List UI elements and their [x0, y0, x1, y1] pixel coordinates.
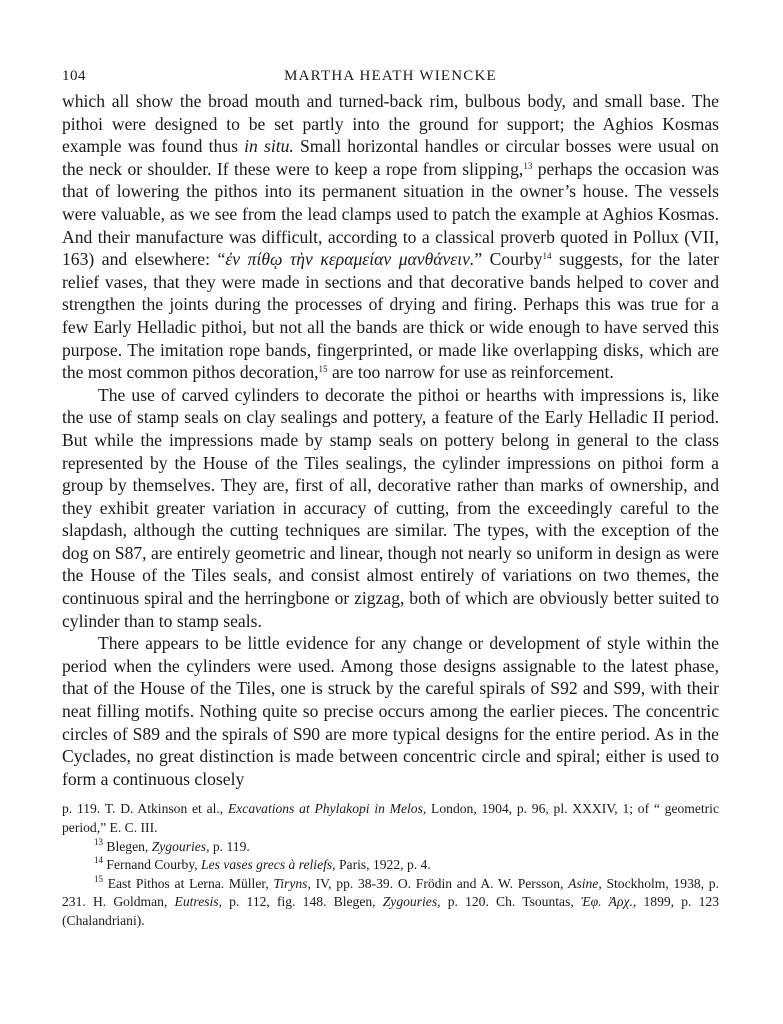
- italic-text: ἐν πίθῳ τὴν κεραμείαν μανθάνειν.: [225, 249, 475, 270]
- paragraph: [62, 632, 719, 790]
- footnote-ref: 13: [523, 160, 533, 171]
- footnotes: [62, 800, 719, 930]
- text-run: London, 1904, p. 96, pl. XXXIV, 1; of “ geometric period,” E. C. III.: [62, 801, 719, 835]
- text-run: perhaps the occasion was that of lowering the pithos into its permanent situation in the owner’s house. The vessels were valuable, as we see from the lead clamps used to patch the example at Aghios Kosmas. And their manufacture was difficult, according to a classical proverb quoted in Pollux (VII, 163) and elsewhere: “: [62, 158, 719, 270]
- body-text: [62, 90, 719, 790]
- paragraph: [62, 90, 719, 384]
- text-run: p. 119.: [209, 838, 250, 854]
- italic-text: in situ.: [244, 136, 294, 157]
- italic-text: Asine,: [568, 875, 602, 891]
- text-run: Blegen,: [103, 838, 152, 854]
- running-title: MARTHA HEATH WIENCKE: [284, 68, 497, 84]
- text-run: ” Courby: [474, 249, 543, 270]
- text-run: Stockholm, 1938, p. 231. H. Goldman,: [62, 875, 719, 910]
- italic-text: Tiryns,: [273, 875, 311, 891]
- italic-text: Zygouries,: [151, 838, 210, 854]
- text-run: Small horizontal handles or circular bosses were usual on the neck or shoulder. If these were to keep a rope from slipping,: [62, 136, 719, 179]
- footnote-ref: 14: [94, 855, 103, 866]
- footnote-ref: 15: [318, 364, 328, 375]
- page: [62, 60, 719, 931]
- text-run: Fernand Courby,: [103, 857, 202, 873]
- italic-text: Les vases grecs à reliefs,: [201, 857, 336, 873]
- italic-text: Ἐφ. Ἀρχ.,: [580, 894, 637, 910]
- text-run: East Pithos at Lerna. Müller,: [103, 875, 274, 891]
- text-run: are too narrow for use as reinforcement.: [327, 362, 614, 383]
- page-number: 104: [62, 68, 86, 84]
- italic-text: Eutresis,: [174, 894, 222, 910]
- text-run: p. 119. T. D. Atkinson et al.,: [62, 801, 228, 817]
- footnote-continued: [62, 800, 719, 837]
- paragraph: [62, 384, 719, 633]
- italic-text: Excavations at Phylakopi in Melos,: [227, 801, 427, 817]
- text-run: Paris, 1922, p. 4.: [335, 857, 431, 873]
- footnote-ref: 13: [94, 836, 103, 847]
- footnote: [62, 875, 719, 931]
- footnote: [62, 838, 719, 857]
- text-run: IV, pp. 38-39. O. Frödin and A. W. Persson,: [310, 875, 569, 891]
- text-run: There appears to be little evidence for any change or development of style within the period when the cylinders were used. Among those designs assignable to the latest phase, that of the House of the Tiles, one is struck by the careful spirals of S92 and S99, with their neat filling motifs. Nothing quite so precise occurs among the earlier pieces. The concentric circles of S89 and the spirals of S90 are more typical designs for the entire period. As in the Cyclades, no great distinction is made between concentric circle and spiral; either is used to form a continuous closely: [62, 633, 719, 789]
- text-run: 1899, p. 123 (Chalandriani).: [62, 894, 720, 928]
- text-run: The use of carved cylinders to decorate the pithoi or hearths with impressions is, like the use of stamp seals on clay sealings and pottery, a feature of the Early Helladic II period. But while the impressions made by stamp seals on pottery belong in general to the class represented by the House of the Tiles sealings, the cylinder impressions on pithoi form a group by themselves. They are, first of all, decorative rather than marks of ownership, and they exhibit greater variation in accuracy of cutting, from the exceedingly careful to the slapdash, although the cutting techniques are similar. The types, with the exception of the dog on S87, are entirely geometric and linear, though not nearly so uniform in design as were the House of the Tiles seals, and consist almost entirely of variations on two themes, the continuous spiral and the herringbone or zigzag, both of which are obviously better suited to cylinder than to stamp seals.: [62, 384, 719, 631]
- footnote-ref: 14: [542, 251, 552, 262]
- text-run: p. 112, fig. 148. Blegen,: [221, 894, 383, 910]
- footnote-ref: 15: [94, 873, 103, 884]
- italic-text: Zygouries,: [382, 894, 441, 910]
- page-header: [62, 60, 719, 90]
- text-run: p. 120. Ch. Tsountas,: [440, 894, 581, 910]
- text-run: which all show the broad mouth and turned-back rim, bulbous body, and small base. The pithoi were designed to be set partly into the ground for support; the Aghios Kosmas example was found thus: [62, 91, 719, 157]
- text-run: suggests, for the later relief vases, that they were made in sections and that decorative bands helped to cover and strengthen the joints during the processes of drying and firing. Perhaps this was true for a few Early Helladic pithoi, but not all the bands are thick or wide enough to have served this purpose. The imitation rope bands, fingerprinted, or made like overlapping disks, which are the most common pithos decoration,: [62, 249, 719, 383]
- footnote: [62, 856, 719, 875]
